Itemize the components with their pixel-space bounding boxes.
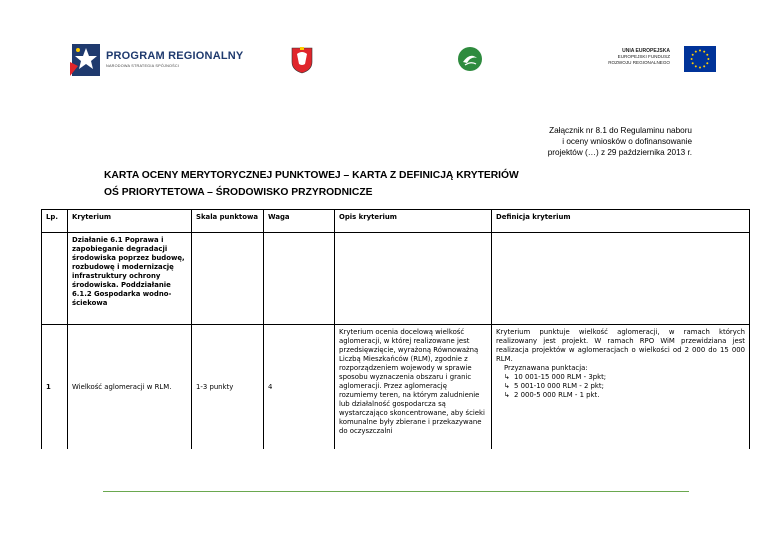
section-empty bbox=[264, 233, 335, 325]
header-waga: Waga bbox=[264, 210, 335, 233]
eu-flag-icon bbox=[684, 46, 716, 72]
program-title: PROGRAM REGIONALNY bbox=[106, 50, 244, 62]
header-opis: Opis kryterium bbox=[335, 210, 492, 233]
row-lp: 1 bbox=[42, 325, 68, 450]
definicja-label: Przyznawana punktacja: bbox=[504, 364, 588, 372]
section-row bbox=[42, 233, 750, 325]
table-row bbox=[42, 325, 750, 450]
list-item: ↳ 5 001-10 000 RLM - 2 pkt; bbox=[504, 382, 604, 390]
scoring-list bbox=[496, 373, 745, 400]
header-lp: Lp. bbox=[42, 210, 68, 233]
footer-divider bbox=[103, 491, 689, 492]
section-lp bbox=[42, 233, 68, 325]
row-opis: Kryterium ocenia docelową wielkość aglomeracji, w której realizowane jest przedsięwzięcie, wyrażoną Równoważną Liczbą Mieszkańców (RLM), zgodnie z rozporządzeniem wojewody w sprawie sposobu wyznaczenia obszaru i granic aglomeracji. Przez aglomerację rozumiemy teren, na którym zaludnienie lub działalność gospodarcza są wystarczająco skoncentrowane, aby ścieki komunalne były zbierane i przekazywane do oczyszczalni bbox=[335, 325, 492, 450]
eu-line: EUROPEJSKI FUNDUSZ bbox=[617, 54, 670, 59]
definicja-intro: Kryterium punktuje wielkość aglomeracji, w ramach których realizowany jest projekt. W ramach RPO WiM przewidziana jest realizacja projektów w aglomeracjach o wielkości od 2 000 do 15 000 RLM. bbox=[496, 328, 745, 363]
document-title bbox=[104, 167, 519, 201]
logo-bar bbox=[0, 40, 768, 80]
arrow-icon: ↳ bbox=[504, 391, 510, 399]
program-regionalny-logo bbox=[68, 42, 244, 78]
table-header-row bbox=[42, 210, 750, 233]
arrow-icon: ↳ bbox=[504, 373, 510, 381]
annex-line: i oceny wniosków o dofinansowanie bbox=[562, 137, 692, 146]
row-skala: 1-3 punkty bbox=[192, 325, 264, 450]
coat-of-arms-icon bbox=[290, 46, 314, 74]
star-flag-icon bbox=[68, 42, 102, 78]
green-circle-logo-icon bbox=[457, 46, 483, 72]
header-skala: Skala punktowa bbox=[192, 210, 264, 233]
section-empty bbox=[492, 233, 750, 325]
title-line-2: OŚ PRIORYTETOWA – ŚRODOWISKO PRZYRODNICZE bbox=[104, 187, 373, 198]
list-item: ↳ 10 001-15 000 RLM - 3pkt; bbox=[504, 373, 607, 381]
arrow-icon: ↳ bbox=[504, 382, 510, 390]
list-item: ↳ 2 000-5 000 RLM - 1 pkt. bbox=[504, 391, 600, 399]
annex-line: projektów (…) z 29 października 2013 r. bbox=[547, 148, 692, 157]
section-title: Działanie 6.1 Poprawa i zapobieganie degradacji środowiska poprzez budowę, rozbudowę i modernizację infrastruktury ochrony środowiska. Poddziałanie 6.1.2 Gospodarka wodno-ściekowa bbox=[68, 233, 192, 325]
eu-text bbox=[590, 48, 670, 66]
row-waga: 4 bbox=[264, 325, 335, 450]
row-definicja bbox=[492, 325, 750, 450]
section-empty bbox=[335, 233, 492, 325]
annex-note bbox=[498, 125, 692, 158]
criteria-table bbox=[41, 209, 750, 449]
header-kryterium: Kryterium bbox=[68, 210, 192, 233]
annex-line: Załącznik nr 8.1 do Regulaminu naboru bbox=[549, 126, 692, 135]
row-kryterium: Wielkość aglomeracji w RLM. bbox=[68, 325, 192, 450]
section-empty bbox=[192, 233, 264, 325]
eu-line: UNIA EUROPEJSKA bbox=[622, 48, 670, 54]
title-line-1: KARTA OCENY MERYTORYCZNEJ PUNKTOWEJ – KARTA Z DEFINICJĄ KRYTERIÓW bbox=[104, 170, 519, 181]
header-definicja: Definicja kryterium bbox=[492, 210, 750, 233]
program-subtitle: NARODOWA STRATEGIA SPÓJNOŚCI bbox=[106, 64, 180, 68]
eu-line: ROZWOJU REGIONALNEGO bbox=[608, 60, 670, 65]
